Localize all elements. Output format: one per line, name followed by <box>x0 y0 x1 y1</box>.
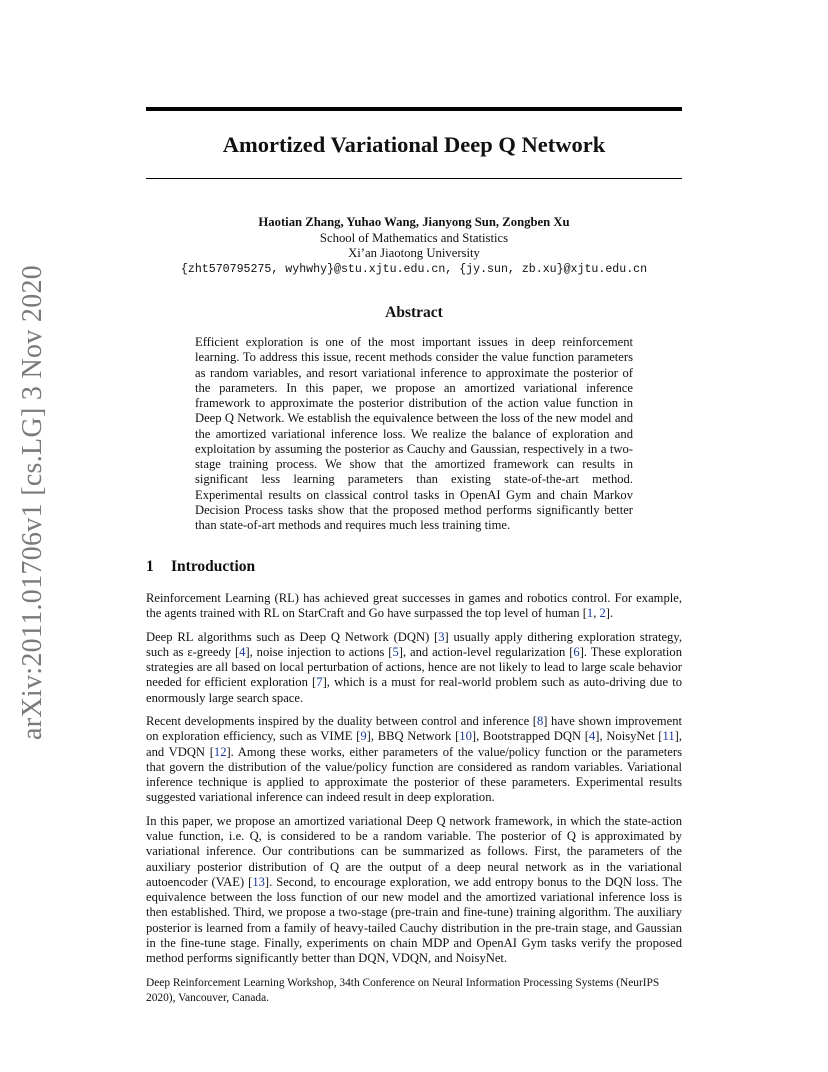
text-run: ], BBQ Network [ <box>366 729 460 744</box>
intro-paragraph-3 <box>146 714 682 806</box>
arxiv-identifier-stamp: arXiv:2011.01706v1 [cs.LG] 3 Nov 2020 <box>17 264 48 740</box>
citation-link[interactable]: 2 <box>599 606 606 621</box>
author-names: Haotian Zhang, Yuhao Wang, Jianyong Sun, Zongben Xu <box>258 215 570 229</box>
citation-link[interactable]: 8 <box>536 714 544 729</box>
text-run: ], Bootstrapped DQN [ <box>471 729 589 744</box>
paper-title: Amortized Variational Deep Q Network <box>222 132 606 157</box>
author-university: Xi’an Jiaotong University <box>348 246 480 260</box>
text-run: ], NoisyNet [ <box>595 729 663 744</box>
text-run: ] have shown improvement on exploration efficiency, such as VIME [ <box>146 714 682 744</box>
title-top-rule <box>146 107 682 111</box>
citation-link[interactable]: 4 <box>239 644 246 659</box>
citation-link[interactable]: 10 <box>459 729 472 744</box>
abstract-text: Efficient exploration is one of the most important issues in deep reinforcement learning. To address this issue, recent methods consider the value function parameters as random variables, and resort variational inference to approximate the posterior of the parameters. In this paper, we propose an amortized variational inference framework to approximate the posterior distribution of the action value function in Deep Q Network. We establish the equivalence between the loss of the new model and the amortized variational inference loss. We realize the balance of exploration and exploitation by assuming the posterior as Cauchy and Gaussian, respectively in a two-stage training process. We show that the amortized framework can results in significant less learning parameters than existing state-of-the-art method. Experimental results on classical control tasks in OpenAI Gym and chain Markov Decision Process tasks show that the proposed method performs significantly better than state-of-art methods and requires much less training time. <box>195 335 633 532</box>
author-school: School of Mathematics and Statistics <box>319 230 509 245</box>
citation-link[interactable]: 3 <box>438 629 445 644</box>
citation-link[interactable]: 13 <box>252 874 265 889</box>
abstract-heading: Abstract <box>385 304 443 321</box>
venue-footnote: Deep Reinforcement Learning Workshop, 34th Conference on Neural Information Processing Systems (NeurIPS 2020), Vancouver, Canada. <box>146 977 660 1004</box>
introduction-body <box>146 591 682 975</box>
text-run: ], which is a must for real-world problem such as auto-driving due to enormously large search space. <box>146 675 682 705</box>
section-title: Introduction <box>171 558 256 575</box>
text-run: ], and VDQN [ <box>146 729 682 759</box>
section-heading <box>146 557 255 577</box>
text-run: ] usually apply dithering exploration strategy, such as ε-greedy [ <box>146 629 682 659</box>
intro-paragraph-2 <box>146 630 682 706</box>
section-number: 1 <box>146 558 154 575</box>
text-run: , <box>593 606 600 621</box>
text-run: Deep RL algorithms such as Deep Q Network (DQN) [ <box>146 629 439 644</box>
citation-link[interactable]: 12 <box>213 744 227 759</box>
text-run: ], and action-level regularization [ <box>398 644 574 659</box>
citation-link[interactable]: 7 <box>316 675 323 690</box>
citation-link[interactable]: 6 <box>573 644 580 659</box>
citation-link[interactable]: 9 <box>360 729 367 744</box>
citation-link[interactable]: 1 <box>586 606 594 621</box>
text-run: Recent developments inspired by the duality between control and inference [ <box>146 714 537 729</box>
text-run: Reinforcement Learning (RL) has achieved great successes in games and robotics control. For example, the agents trained with RL on StarCraft and Go have surpassed the top level of human [ <box>146 591 682 621</box>
text-run: ]. Among these works, either parameters of the value/policy function or the parameters that govern the distribution of the value/policy function are considered as random variables. Variational inference technique is applied to approximate the posterior of these parameters. Experimental results suggested variational inference can indeed result in deep exploration. <box>146 744 682 805</box>
citation-link[interactable]: 5 <box>392 644 399 659</box>
author-emails: {zht570795275, wyhwhy}@stu.xjtu.edu.cn, {jy.sun, zb.xu}@xjtu.edu.cn <box>180 262 648 276</box>
citation-link[interactable]: 4 <box>588 729 596 744</box>
citation-link[interactable]: 11 <box>662 729 675 744</box>
text-run: ]. Second, to encourage exploration, we add entropy bonus to the DQN loss. The equivalence between the loss function of our new model and the amortized variational inference loss is then established. Third, we propose a two-stage (pre-train and fine-tune) training algorithm. The auxiliary posterior is learned from a family of heavy-tailed Cauchy distribution in the pre-train stage, and Gaussian in the fine-tune stage. Finally, experiments on chain MDP and OpenAI Gym tasks verify the proposed method performs significantly better than DQN, VDQN, and NoisyNet. <box>146 874 682 966</box>
author-block <box>146 215 682 277</box>
text-run: ]. These exploration strategies are all based on local perturbation of actions, hence are not likely to lead to large scale behavior needed for efficient exploration [ <box>146 644 682 690</box>
text-run: In this paper, we propose an amortized variational Deep Q network framework, in which the state-action value function, i.e. Q, is considered to be a random variable. The posterior of Q is approximated by variational inference. Our contributions can be summarized as follows. First, the parameters of the auxiliary posterior distribution of Q are the output of a deep neural network as in the variational autoencoder (VAE) [ <box>146 813 682 889</box>
text-run: ]. <box>605 606 614 621</box>
title-bottom-rule <box>146 178 682 179</box>
intro-paragraph-4 <box>146 814 682 967</box>
text-run: ], noise injection to actions [ <box>245 644 393 659</box>
intro-paragraph-1 <box>146 591 682 622</box>
